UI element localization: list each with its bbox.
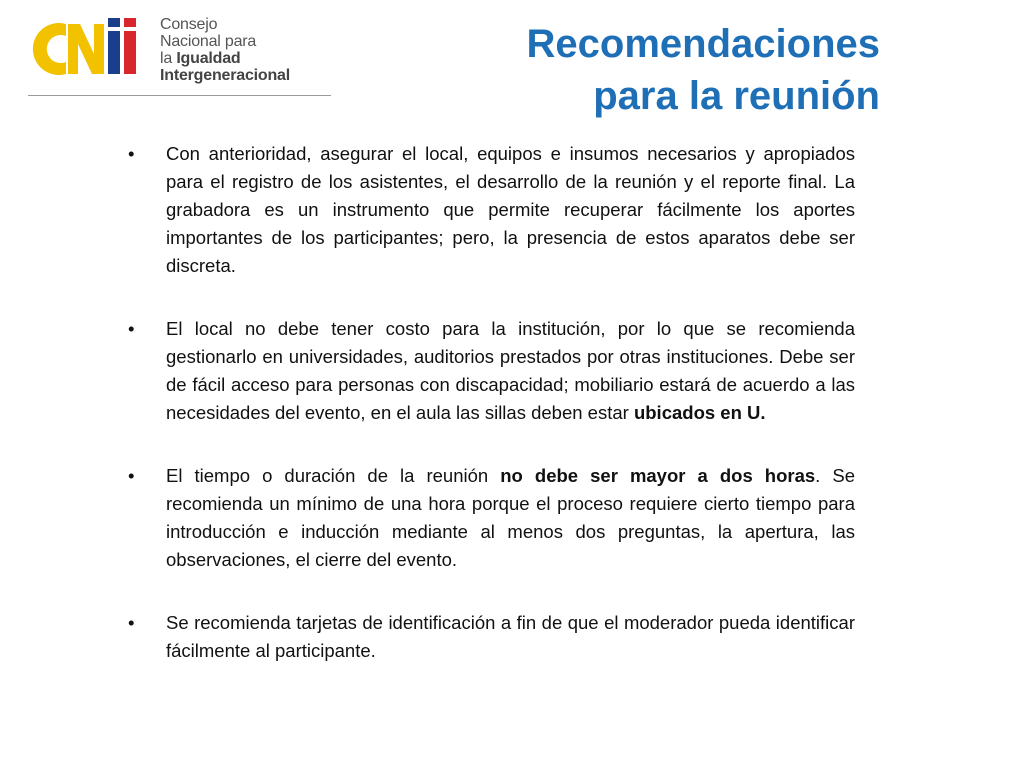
bullet: • (128, 318, 135, 339)
item-text: Se recomienda tarjetas de identificación a fin de que el moderador pueda identificar fácilmente al participante. (166, 612, 855, 661)
list-item (128, 140, 855, 280)
bullet: • (128, 612, 135, 633)
list-item (128, 609, 855, 665)
item-text: El local no debe tener costo para la institución, por lo que se recomienda gestionarlo en universidades, auditorios prestados por otras instituciones. Debe ser de fácil acceso para personas con discapacidad; mobiliario estará de acuerdo a las necesidades del evento, en el aula las sillas deben estar (166, 318, 855, 423)
item-emphasis: no debe ser mayor a dos horas (500, 465, 816, 486)
logo-line-1: Consejo (160, 16, 218, 33)
cnii-logo (22, 14, 332, 98)
cnii-logo-mark (22, 14, 152, 84)
item-emphasis: ubicados en U. (633, 402, 766, 423)
bullet: • (128, 143, 135, 164)
logo-line-2: Nacional para (160, 33, 257, 50)
header-divider (28, 95, 331, 96)
recommendations-list (128, 140, 855, 700)
item-text: Con anterioridad, asegurar el local, equipos e insumos necesarios y apropiados para el registro de los asistentes, el desarrollo de la reunión y el reporte final. La grabadora es un instrumento que permite recuperar fácilmente los aportes importantes de los participantes; pero, la presencia de estos aparatos debe ser discreta. (166, 143, 855, 276)
page-title (527, 18, 880, 122)
item-text: El tiempo o duración de la reunión (166, 465, 501, 486)
item-text-continued: . Se recomienda un mínimo de una hora porque el proceso requiere cierto tiempo para introducción e inducción mediante al menos dos preguntas, la apertura, las observaciones, el cierre del evento. (166, 465, 855, 570)
list-item (128, 315, 855, 427)
list-item (128, 462, 855, 574)
logo-line-4: Intergeneracional (160, 67, 290, 84)
logo-line-3: la Igualdad (160, 50, 241, 67)
title-line-2: para la reunión (593, 74, 880, 118)
bullet: • (128, 465, 135, 486)
title-line-1: Recomendaciones (526, 22, 880, 66)
logo-text (160, 16, 290, 84)
